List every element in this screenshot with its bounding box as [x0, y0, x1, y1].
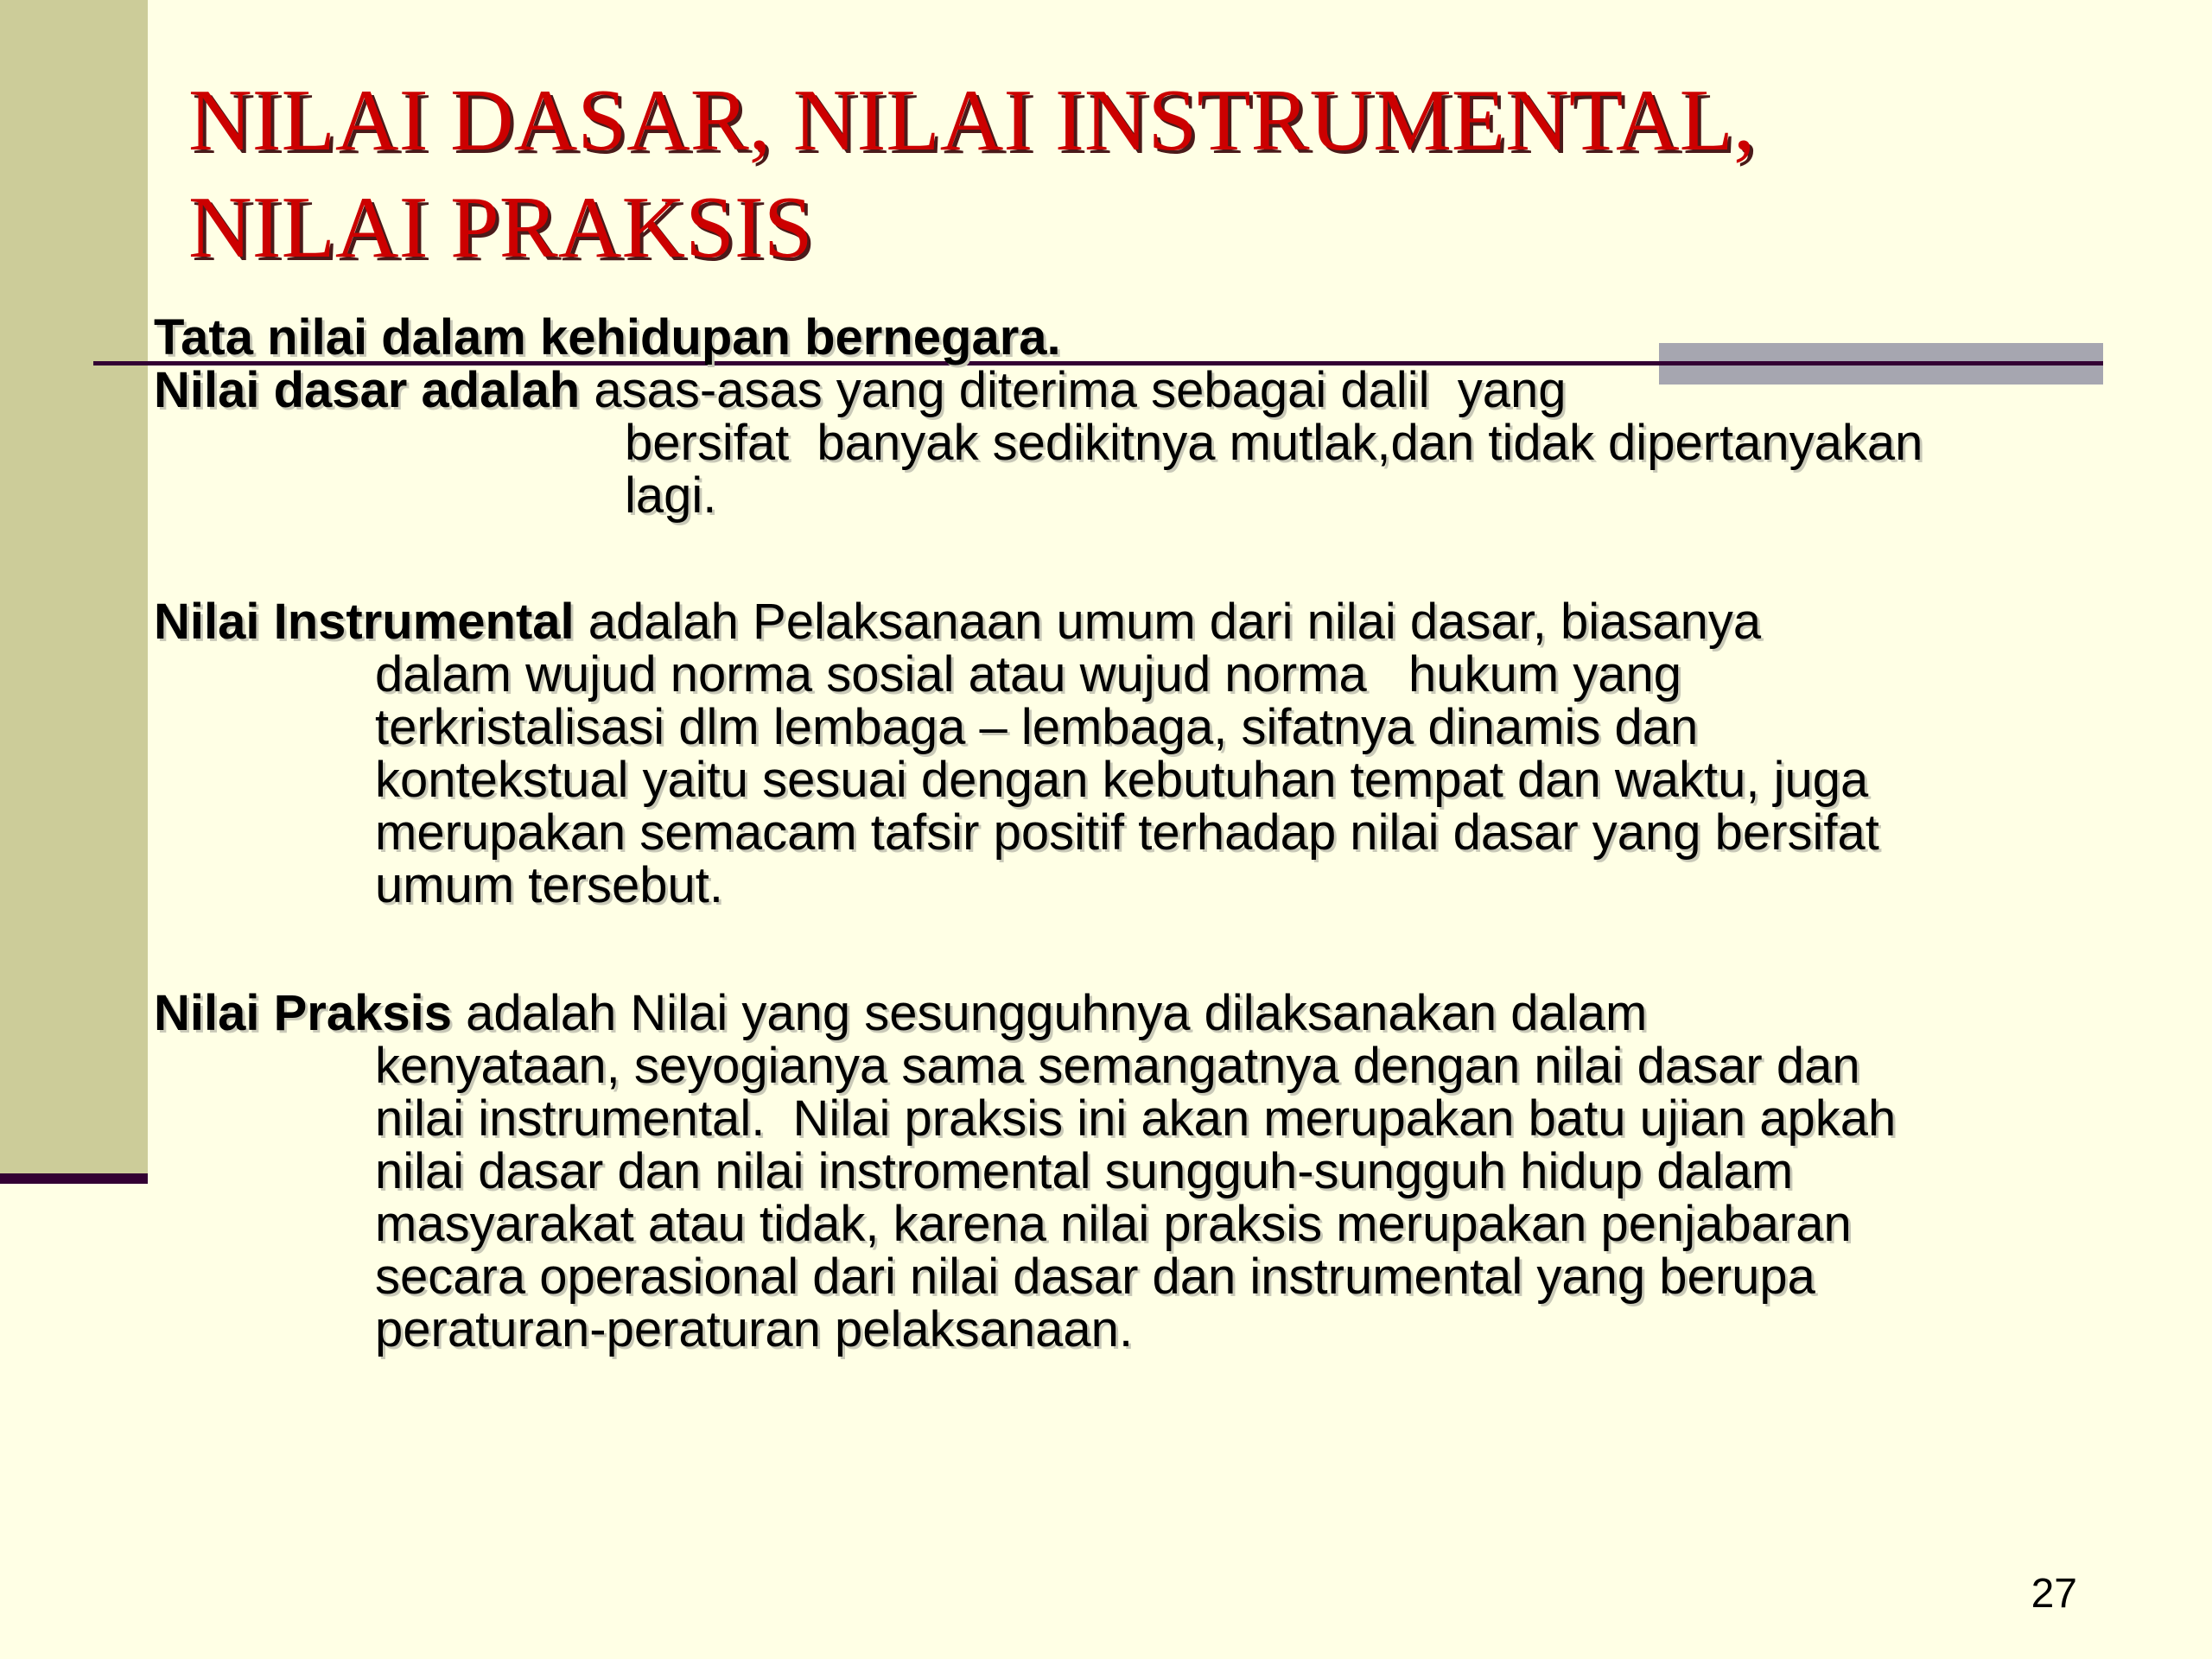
body-heading: Tata nilai dalam kehidupan bernegara. [154, 309, 1061, 365]
page-number: 27 [2031, 1571, 2077, 1617]
continuation-line: peraturan-peraturan pelaksanaan. [375, 1301, 1134, 1357]
continuation-line: merupakan semacam tafsir positif terhadap nilai dasar yang bersifat [375, 804, 1879, 861]
paragraph-first-line [154, 594, 1761, 650]
sidebar-bottom-rule [0, 1173, 148, 1184]
definition-text: asas-asas yang diterima sebagai dalil yang [580, 362, 1567, 418]
paragraph-nilai-dasar [154, 364, 2115, 522]
term-nilai-dasar: Nilai dasar adalah [154, 362, 581, 418]
continuation-line: secara operasional dari nilai dasar dan instrumental yang berupa [375, 1249, 1815, 1305]
continuation-line: bersifat banyak sedikitnya mutlak,dan tidak dipertanyakan [625, 415, 1923, 471]
paragraph-nilai-praksis [154, 987, 2115, 1356]
continuation-line: dalam wujud norma sosial atau wujud norma hukum yang [375, 646, 1682, 702]
paragraph-first-line [154, 362, 1567, 418]
slide-title-line-1: NILAI DASAR, NILAI INSTRUMENTAL, [188, 72, 1756, 169]
continuation-line: lagi. [625, 467, 717, 524]
continuation-line: umum tersebut. [375, 857, 723, 913]
term-nilai-praksis: Nilai Praksis [154, 985, 452, 1041]
definition-text: adalah Pelaksanaan umum dari nilai dasar, biasanya [574, 594, 1762, 650]
term-nilai-instrumental: Nilai Instrumental [154, 594, 575, 650]
paragraph-first-line [154, 985, 1647, 1041]
continuation-line: kontekstual yaitu sesuai dengan kebutuhan tempat dan waktu, juga [375, 752, 1869, 808]
continuation-line: masyarakat atau tidak, karena nilai praksis merupakan penjabaran [375, 1196, 1852, 1252]
continuation-line: nilai dasar dan nilai instromental sungguh-sungguh hidup dalam [375, 1143, 1794, 1199]
continuation-line: kenyataan, seyogianya sama semangatnya dengan nilai dasar dan [375, 1038, 1860, 1094]
slide-title-line-2: NILAI PRAKSIS [188, 179, 813, 276]
continuation-line: terkristalisasi dlm lembaga – lembaga, sifatnya dinamis dan [375, 699, 1699, 755]
slide-body [154, 311, 2115, 1356]
paragraph-nilai-instrumental [154, 595, 2115, 912]
continuation-line: nilai instrumental. Nilai praksis ini akan merupakan batu ujian apkah [375, 1090, 1897, 1147]
slide-title [188, 67, 2089, 282]
definition-text: adalah Nilai yang sesungguhnya dilaksanakan dalam [452, 985, 1648, 1041]
left-decorative-sidebar [0, 0, 148, 1173]
